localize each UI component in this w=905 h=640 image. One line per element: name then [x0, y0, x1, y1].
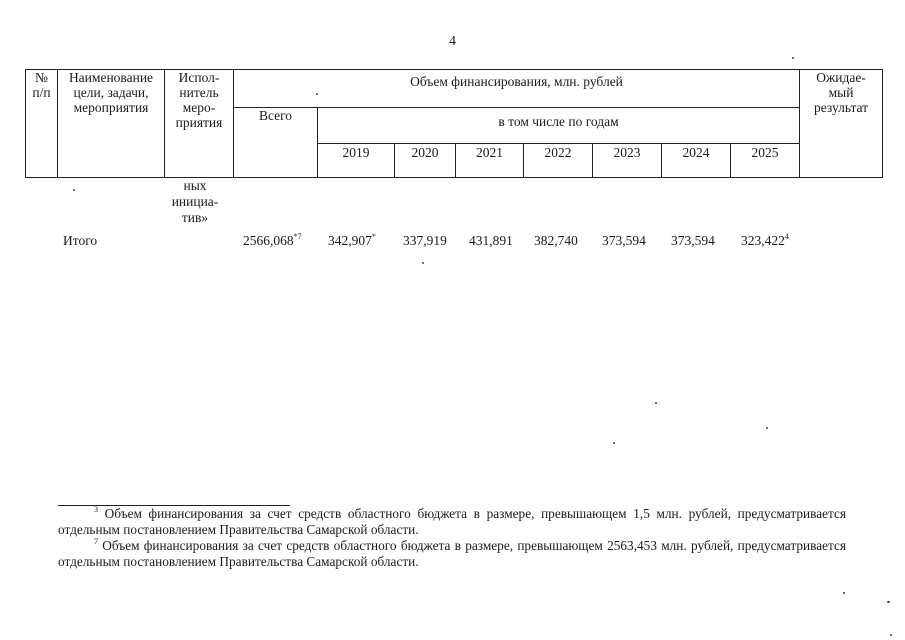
footnote-3-text: Объем финансирования за счет средств областного бюджета в размере, превышающем 1,5 млн. рублей, предусматривается отдельным постановлением Правительства Самарской области.	[58, 506, 846, 537]
total-row	[0, 233, 905, 253]
scan-speck	[655, 402, 657, 404]
total-2019-mark: *	[371, 232, 376, 241]
total-2023: 373,594	[602, 233, 646, 248]
header-year-2023: 2023	[593, 144, 662, 178]
executor-line: инициа-	[171, 194, 219, 209]
footnote-3	[58, 506, 846, 538]
scan-speck	[887, 601, 890, 603]
total-2020: 337,919	[403, 233, 447, 248]
total-2019	[328, 233, 376, 249]
header-name: Наименование цели, задачи, мероприятия	[58, 70, 165, 178]
scan-speck	[613, 442, 615, 444]
executor-continued-cell	[160, 178, 230, 226]
scan-speck	[843, 592, 845, 594]
total-2022: 382,740	[534, 233, 578, 248]
header-year-2021: 2021	[456, 144, 524, 178]
footnote-3-mark: 3	[94, 505, 98, 514]
scan-speck	[792, 57, 794, 59]
header-by-years: в том числе по годам	[318, 108, 800, 144]
header-financing: Объем финансирования, млн. рублей	[234, 70, 800, 108]
scan-speck	[766, 427, 768, 429]
footnote-7	[58, 538, 846, 570]
header-year-2024: 2024	[662, 144, 731, 178]
financing-table	[25, 69, 883, 178]
total-sum	[243, 233, 302, 249]
header-year-2025: 2025	[731, 144, 800, 178]
scan-speck	[890, 634, 892, 636]
total-label: Итого	[63, 233, 98, 248]
total-sum-value: 2566,068	[243, 233, 294, 248]
executor-line: ных	[183, 178, 207, 193]
header-year-2019: 2019	[318, 144, 395, 178]
total-2024: 373,594	[671, 233, 715, 248]
page-number: 4	[449, 34, 456, 49]
header-num: № п/п	[26, 70, 58, 178]
header-year-2022: 2022	[524, 144, 593, 178]
scan-speck	[422, 262, 424, 264]
executor-line: тив»	[181, 210, 209, 225]
header-result: Ожидае- мый результат	[800, 70, 883, 178]
footnote-7-text: Объем финансирования за счет средств областного бюджета в размере, превышающем 2563,453 млн. рублей, предусматривается отдельным постановлением Правительства Самарской области.	[58, 538, 846, 569]
total-2019-value: 342,907	[328, 233, 372, 248]
header-total: Всего	[234, 108, 318, 178]
total-2025-value: 323,422	[741, 233, 785, 248]
total-2025	[741, 233, 789, 249]
footnotes	[58, 506, 846, 570]
total-2025-mark: 4	[784, 232, 789, 241]
header-year-2020: 2020	[395, 144, 456, 178]
scan-speck	[73, 189, 75, 191]
header-executor: Испол- нитель меро- приятия	[165, 70, 234, 178]
footnote-7-mark: 7	[94, 537, 98, 546]
total-sum-mark: *7	[293, 232, 302, 241]
total-2021: 431,891	[469, 233, 513, 248]
scan-speck	[316, 93, 318, 95]
